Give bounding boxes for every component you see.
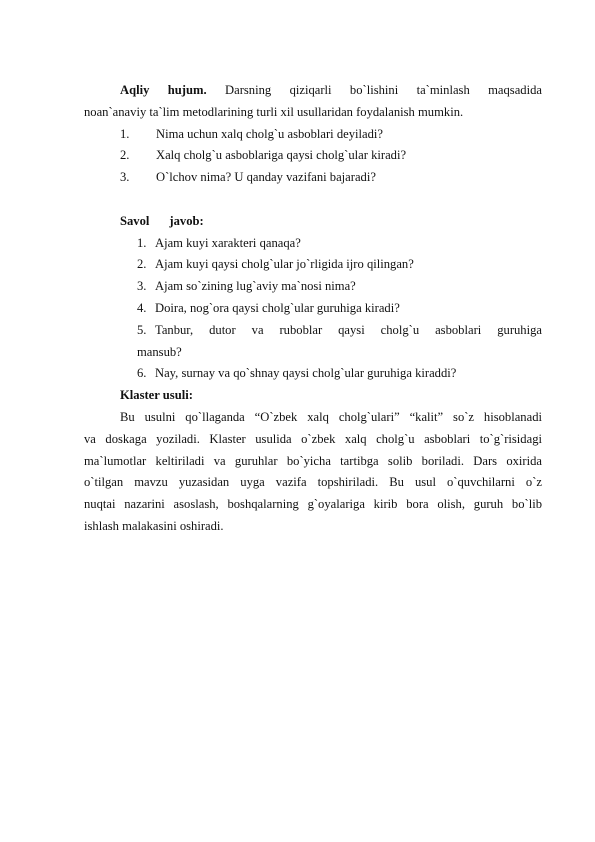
qa-item-text: Ajam kuyi xarakteri qanaqa?	[155, 235, 301, 250]
intro-question-2	[84, 145, 542, 167]
qa-item-text: Nay, surnay va qo`shnay qaysi cholg`ular guruhiga kiraddi?	[155, 366, 457, 381]
qa-item-text: Ajam so`zining lug`aviy ma`nosi nima?	[155, 279, 356, 294]
klaster-line-6: ishlash malakasini oshiradi.	[84, 518, 224, 533]
klaster-heading: Klaster usuli:	[120, 388, 193, 403]
intro-question-number: 2.	[120, 148, 130, 163]
intro-question-number: 1.	[120, 126, 130, 141]
qa-item-text: Ajam kuyi qaysi cholg`ular jo`rligida ijro qilingan?	[155, 257, 414, 272]
qa-item-number: 1.	[137, 235, 147, 250]
qa-item-number: 4.	[137, 300, 147, 315]
qa-item-text: Tanbur, dutor va ruboblar qaysi cholg`u asboblari guruhiga	[155, 322, 542, 337]
qa-item-text-wrap	[155, 320, 542, 342]
qa-heading-savol: Savol	[120, 213, 150, 228]
klaster-line-2: va doskaga yoziladi. Klaster usulida o`zbek xalq cholg`u asboblari to`g`risidagi	[84, 431, 542, 446]
intro-line-1	[84, 80, 542, 102]
qa-item-5	[84, 320, 542, 342]
intro-question-number: 3.	[120, 170, 130, 185]
intro-question-text: Xalq cholg`u asboblariga qaysi cholg`ular kiradi?	[156, 148, 407, 163]
intro-heading: Aqliy hujum.	[120, 83, 207, 97]
qa-item-3	[84, 276, 542, 298]
spacer	[84, 189, 542, 211]
qa-item-number: 2.	[137, 257, 147, 272]
qa-heading	[84, 211, 542, 233]
qa-item-5-continuation	[84, 342, 542, 364]
klaster-line-4: o`tilgan mavzu yuzasidan uyga vazifa topshiriladi. Bu usul o`quvchilarni o`z	[84, 475, 542, 490]
klaster-line-3: ma`lumotlar keltiriladi va guruhlar bo`yicha tartibga solib boriladi. Dars oxirida	[84, 453, 542, 468]
intro-line-2: noan`anaviy ta`lim metodlarining turli xil usullaridan foydalanish mumkin.	[84, 104, 464, 119]
intro-line-1-text: Darsning qiziqarli bo`lishini ta`minlash maqsadida	[225, 83, 542, 97]
qa-item-number: 5.	[137, 322, 147, 337]
document-page	[84, 80, 542, 538]
qa-item-2	[84, 254, 542, 276]
qa-heading-javob: javob:	[169, 213, 204, 228]
qa-item-1	[84, 233, 542, 255]
klaster-line-1: Bu usulni qo`llaganda “O`zbek xalq cholg`ulari” “kalit” so`z hisoblanadi	[120, 409, 542, 424]
intro-question-3	[84, 167, 542, 189]
intro-question-text: O`lchov nima? U qanday vazifani bajaradi?	[156, 170, 376, 185]
intro-question-1	[84, 124, 542, 146]
qa-item-number: 3.	[137, 279, 147, 294]
intro-question-text: Nima uchun xalq cholg`u asboblari deyiladi?	[156, 126, 383, 141]
qa-item-text: Doira, nog`ora qaysi cholg`ular guruhiga kiradi?	[155, 300, 400, 315]
qa-item-text: mansub?	[137, 344, 182, 359]
qa-item-4	[84, 298, 542, 320]
qa-item-number: 6.	[137, 366, 147, 381]
klaster-line-5: nuqtai nazarini asoslash, boshqalarning g`oyalariga kirib bora olish, guruh bo`lib	[84, 497, 542, 512]
qa-item-6	[84, 363, 542, 385]
